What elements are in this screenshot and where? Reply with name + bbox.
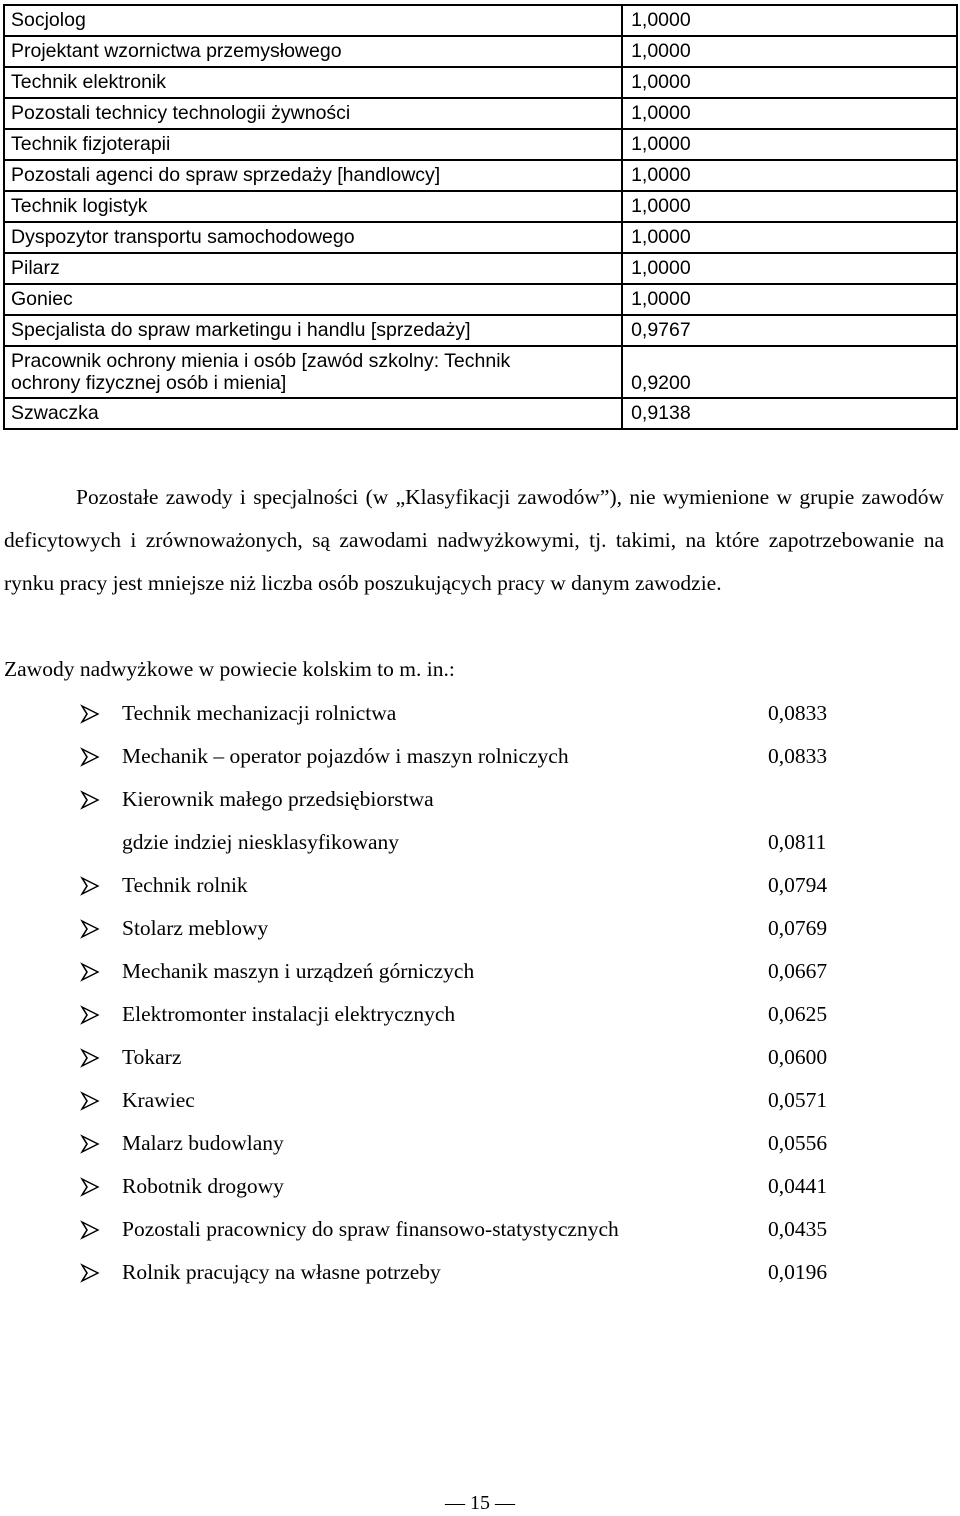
occupation-name: Goniec xyxy=(4,284,622,315)
list-item xyxy=(0,1165,960,1208)
arrow-bullet-icon xyxy=(80,747,100,767)
list-item xyxy=(0,778,960,821)
list-item-value: 0,0571 xyxy=(768,1088,828,1112)
table-row xyxy=(4,253,957,284)
arrow-bullet-icon xyxy=(80,1220,100,1240)
surplus-list-intro: Zawody nadwyżkowe w powiecie kolskim to m. in.: xyxy=(4,657,455,681)
arrow-bullet-icon xyxy=(80,962,100,982)
list-item xyxy=(0,907,960,950)
surplus-description-paragraph xyxy=(4,476,944,605)
list-item-label: Robotnik drogowy xyxy=(122,1174,284,1198)
list-item-value: 0,0435 xyxy=(768,1217,828,1241)
list-item xyxy=(0,950,960,993)
list-item xyxy=(0,1208,960,1251)
list-item xyxy=(0,1079,960,1122)
occupation-name: Pozostali technicy technologii żywności xyxy=(4,98,622,129)
occupation-name: Technik elektronik xyxy=(4,67,622,98)
list-item-value: 0,0556 xyxy=(768,1131,828,1155)
occupation-value: 0,9200 xyxy=(622,346,957,398)
occupation-name: Pozostali agenci do spraw sprzedaży [handlowcy] xyxy=(4,160,622,191)
list-item-value: 0,0833 xyxy=(768,744,828,768)
arrow-bullet-icon xyxy=(80,1091,100,1111)
table-row xyxy=(4,160,957,191)
paragraph-text: Pozostałe zawody i specjalności (w „Klasyfikacji zawodów”), nie wymienione w grupie zawodów deficytowych i zrównoważonych, są zawodami nadwyżkowymi, tj. takimi, na które zapotrzebowanie na rynku pracy jest mniejsze niż liczba osób poszukujących pracy w danym zawodzie. xyxy=(4,485,944,595)
occupation-name: Socjolog xyxy=(4,5,622,36)
list-item xyxy=(0,735,960,778)
list-item-label: Stolarz meblowy xyxy=(122,916,269,940)
occupation-name: Szwaczka xyxy=(4,398,622,429)
occupation-value: 1,0000 xyxy=(622,5,957,36)
occupations-table xyxy=(3,4,958,430)
occupation-value: 1,0000 xyxy=(622,191,957,222)
arrow-bullet-icon xyxy=(80,1005,100,1025)
list-item-label: Mechanik – operator pojazdów i maszyn rolniczych xyxy=(122,744,569,768)
list-item-value: 0,0769 xyxy=(768,916,828,940)
list-item-label: Tokarz xyxy=(122,1045,182,1069)
list-item-label: gdzie indziej niesklasyfikowany xyxy=(122,830,400,854)
list-item xyxy=(0,1122,960,1165)
table-row xyxy=(4,5,957,36)
list-item-value: 0,0600 xyxy=(768,1045,828,1069)
arrow-bullet-icon xyxy=(80,1048,100,1068)
occupation-value: 1,0000 xyxy=(622,67,957,98)
table-row xyxy=(4,98,957,129)
arrow-bullet-icon xyxy=(80,704,100,724)
list-item-label: Elektromonter instalacji elektrycznych xyxy=(122,1002,456,1026)
list-item-value: 0,0625 xyxy=(768,1002,828,1026)
arrow-bullet-icon xyxy=(80,1177,100,1197)
list-item-value: 0,0667 xyxy=(768,959,828,983)
list-item-value: 0,0794 xyxy=(768,873,828,897)
list-item-continuation xyxy=(0,821,960,864)
list-item-value: 0,0196 xyxy=(768,1260,828,1284)
occupation-value: 1,0000 xyxy=(622,129,957,160)
arrow-bullet-icon xyxy=(80,1263,100,1283)
arrow-bullet-icon xyxy=(80,1134,100,1154)
arrow-bullet-icon xyxy=(80,790,100,810)
occupation-name: Pilarz xyxy=(4,253,622,284)
occupation-value: 1,0000 xyxy=(622,222,957,253)
list-item-label: Mechanik maszyn i urządzeń górniczych xyxy=(122,959,475,983)
table-row xyxy=(4,284,957,315)
list-item-label: Technik mechanizacji rolnictwa xyxy=(122,701,397,725)
surplus-occupations-list xyxy=(0,692,960,1294)
table-row xyxy=(4,398,957,429)
occupation-name: Specjalista do spraw marketingu i handlu [sprzedaży] xyxy=(4,315,622,346)
arrow-bullet-icon xyxy=(80,919,100,939)
list-item-value: 0,0833 xyxy=(768,701,828,725)
list-item-label: Technik rolnik xyxy=(122,873,248,897)
table-row xyxy=(4,129,957,160)
occupation-value: 0,9138 xyxy=(622,398,957,429)
occupation-name-line1: Pracownik ochrony mienia i osób [zawód szkolny: Technik xyxy=(11,350,511,372)
table-row xyxy=(4,346,957,398)
occupation-name: Technik fizjoterapii xyxy=(4,129,622,160)
list-item-value: 0,0811 xyxy=(768,830,827,854)
occupation-name: Technik logistyk xyxy=(4,191,622,222)
list-item-label: Krawiec xyxy=(122,1088,195,1112)
list-item-label: Kierownik małego przedsiębiorstwa xyxy=(122,787,434,811)
table-row xyxy=(4,191,957,222)
list-item xyxy=(0,1251,960,1294)
list-item xyxy=(0,692,960,735)
table-row xyxy=(4,67,957,98)
table-row xyxy=(4,36,957,67)
occupation-name-line2: ochrony fizycznej osób i mienia] xyxy=(11,372,287,394)
list-item xyxy=(0,1036,960,1079)
occupation-name: Projektant wzornictwa przemysłowego xyxy=(4,36,622,67)
occupation-value: 1,0000 xyxy=(622,284,957,315)
occupation-value: 1,0000 xyxy=(622,160,957,191)
occupation-name xyxy=(4,346,622,398)
occupation-value: 1,0000 xyxy=(622,36,957,67)
list-item xyxy=(0,864,960,907)
table-row xyxy=(4,315,957,346)
list-item-label: Pozostali pracownicy do spraw finansowo-statystycznych xyxy=(122,1217,619,1241)
occupation-value: 0,9767 xyxy=(622,315,957,346)
occupation-value: 1,0000 xyxy=(622,98,957,129)
table-row xyxy=(4,222,957,253)
arrow-bullet-icon xyxy=(80,876,100,896)
list-item-label: Rolnik pracujący na własne potrzeby xyxy=(122,1260,441,1284)
list-item-value: 0,0441 xyxy=(768,1174,828,1198)
page-number: — 15 — xyxy=(445,1492,515,1514)
list-item-label: Malarz budowlany xyxy=(122,1131,284,1155)
occupation-value: 1,0000 xyxy=(622,253,957,284)
list-item xyxy=(0,993,960,1036)
occupation-name: Dyspozytor transportu samochodowego xyxy=(4,222,622,253)
